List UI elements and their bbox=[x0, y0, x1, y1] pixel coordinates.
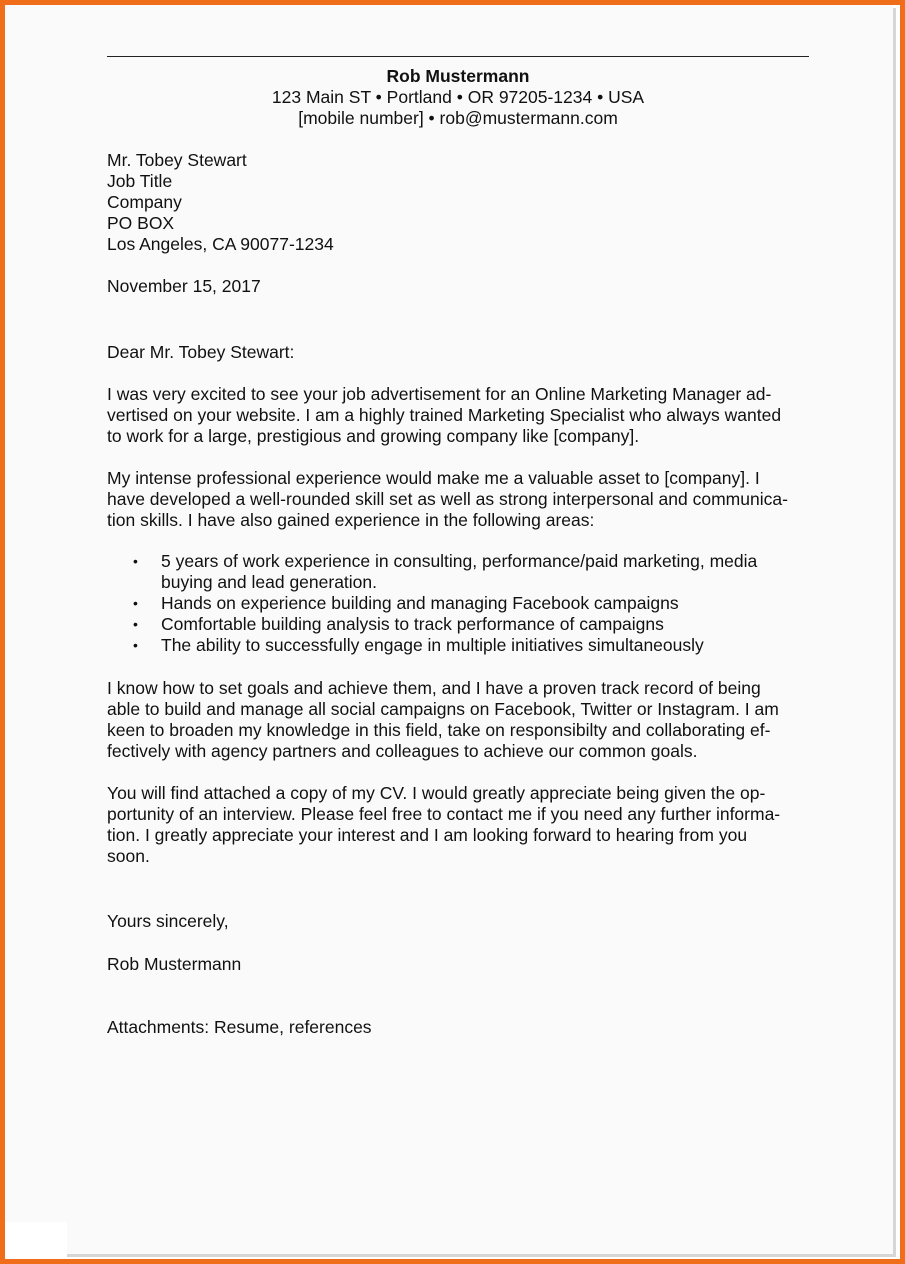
text-line: I know how to set goals and achieve them, and I have a proven track record of being bbox=[107, 678, 761, 698]
recipient-po-box: PO BOX bbox=[107, 213, 175, 233]
recipient-city: Los Angeles, CA 90077-1234 bbox=[107, 234, 334, 254]
list-item bbox=[107, 635, 827, 656]
text-line: My intense professional experience would make me a valuable asset to [company]. I bbox=[107, 468, 760, 488]
text-line: have developed a well-rounded skill set as well as strong interpersonal and communica- bbox=[107, 489, 788, 509]
list-item-text: Hands on experience building and managing Facebook campaigns bbox=[161, 593, 679, 613]
text-line: tion. I greatly appreciate your interest and I am looking forward to hearing from you bbox=[107, 825, 748, 845]
text-line: keen to broaden my knowledge in this field, take on responsibilty and collaborating ef- bbox=[107, 720, 771, 740]
signature: Rob Mustermann bbox=[107, 954, 242, 974]
closing: Yours sincerely, bbox=[107, 911, 229, 931]
text-line: to work for a large, prestigious and growing company like [company]. bbox=[107, 426, 640, 446]
list-item bbox=[107, 593, 827, 614]
paragraph-goals bbox=[107, 678, 827, 762]
text-line: You will find attached a copy of my CV. I would greatly appreciate being given the op- bbox=[107, 783, 766, 803]
bullet-icon: • bbox=[133, 616, 138, 632]
text-line: I was very excited to see your job advertisement for an Online Marketing Manager ad- bbox=[107, 384, 772, 404]
recipient-job-title: Job Title bbox=[107, 171, 173, 191]
text-line: fectively with agency partners and colleagues to achieve our common goals. bbox=[107, 741, 698, 761]
bullet-icon: • bbox=[133, 595, 138, 611]
attachments: Attachments: Resume, references bbox=[107, 1017, 372, 1037]
list-item-text: Comfortable building analysis to track performance of campaigns bbox=[161, 614, 664, 634]
list-item-text: The ability to successfully engage in multiple initiatives simultaneously bbox=[161, 635, 704, 655]
recipient-name: Mr. Tobey Stewart bbox=[107, 150, 247, 170]
text-line: soon. bbox=[107, 846, 150, 866]
experience-list bbox=[107, 551, 827, 656]
list-item bbox=[107, 614, 827, 635]
paragraph-closing bbox=[107, 783, 827, 867]
letter-date: November 15, 2017 bbox=[107, 276, 261, 296]
header-rule bbox=[107, 56, 809, 57]
paragraph-intro bbox=[107, 384, 827, 447]
sender-address: 123 Main ST • Portland • OR 97205-1234 • USA bbox=[271, 87, 645, 107]
page-corner bbox=[5, 1222, 67, 1259]
sender-contact: [mobile number] • rob@mustermann.com bbox=[298, 108, 618, 128]
list-item bbox=[107, 551, 827, 593]
paragraph-experience bbox=[107, 468, 827, 531]
letter-header bbox=[107, 66, 809, 129]
recipient-block bbox=[107, 150, 827, 255]
bullet-icon: • bbox=[133, 553, 138, 569]
text-line: able to build and manage all social campaigns on Facebook, Twitter or Instagram. I am bbox=[107, 699, 779, 719]
list-item-text: buying and lead generation. bbox=[161, 572, 378, 592]
sender-name: Rob Mustermann bbox=[386, 66, 530, 86]
text-line: portunity of an interview. Please feel free to contact me if you need any further informa- bbox=[107, 804, 781, 824]
text-line: tion skills. I have also gained experience in the following areas: bbox=[107, 510, 595, 530]
list-item-text: 5 years of work experience in consulting, performance/paid marketing, media bbox=[161, 551, 758, 571]
bullet-icon: • bbox=[133, 637, 138, 653]
text-line: vertised on your website. I am a highly trained Marketing Specialist who always wanted bbox=[107, 405, 782, 425]
recipient-company: Company bbox=[107, 192, 182, 212]
salutation: Dear Mr. Tobey Stewart: bbox=[107, 342, 295, 362]
